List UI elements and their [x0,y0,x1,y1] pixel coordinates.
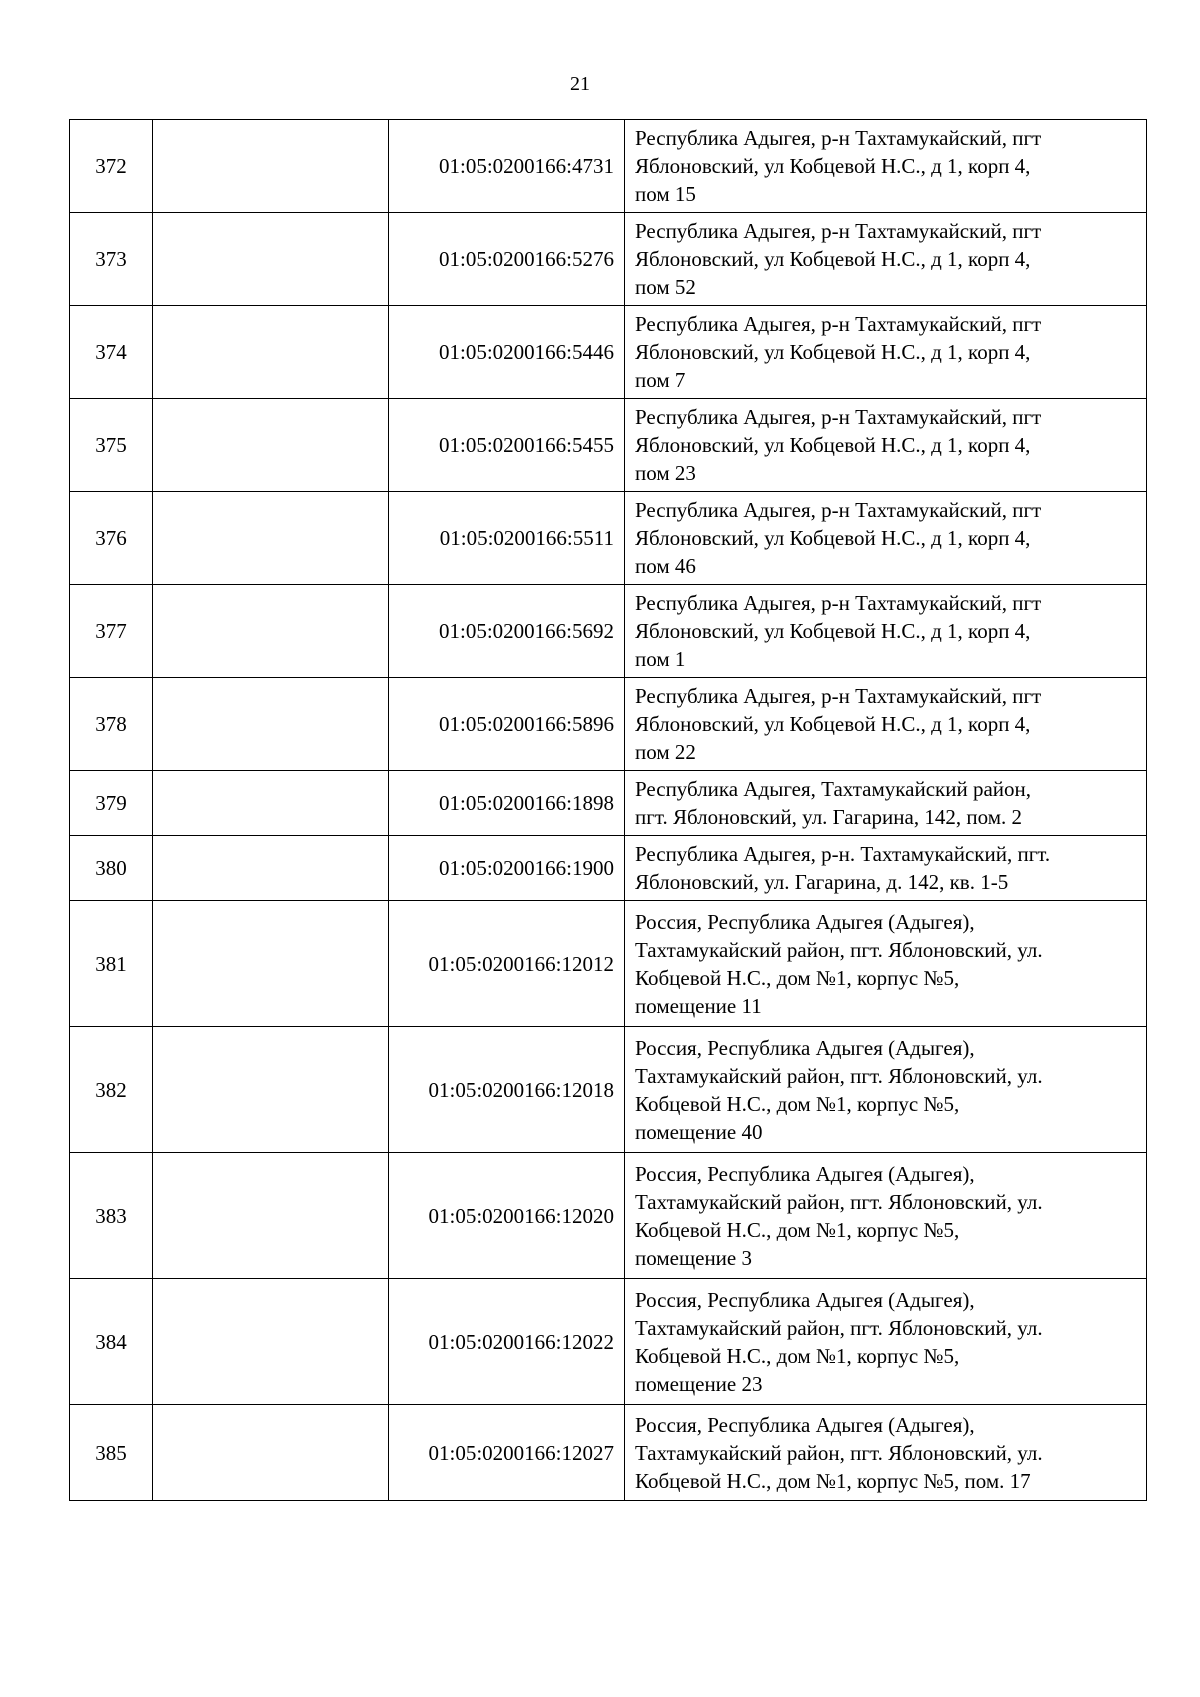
cadastral-number-cell: 01:05:0200166:12012 [389,901,625,1027]
table-row [70,1279,1147,1405]
cadastral-number-cell: 01:05:0200166:12022 [389,1279,625,1405]
cadastral-number-cell: 01:05:0200166:12027 [389,1405,625,1501]
address-cell [625,1279,1147,1405]
address-line: Яблоновский, ул Кобцевой Н.С., д 1, корп 4, [635,526,1031,550]
row-number-cell: 378 [70,678,153,771]
address-line: пом 23 [635,461,696,485]
address-cell [625,771,1147,836]
table-row [70,492,1147,585]
address-line: пом 46 [635,554,696,578]
address-cell [625,120,1147,213]
table-row [70,771,1147,836]
address-line: Тахтамукайский район, пгт. Яблоновский, ул. [635,1315,1043,1340]
address-line: Россия, Республика Адыгея (Адыгея), [635,1035,975,1060]
address-line: Кобцевой Н.С., дом №1, корпус №5, [635,1217,960,1242]
address-line: пгт. Яблоновский, ул. Гагарина, 142, пом. 2 [635,805,1022,829]
address-line: Тахтамукайский район, пгт. Яблоновский, ул. [635,1189,1043,1214]
address-line: Тахтамукайский район, пгт. Яблоновский, ул. [635,937,1043,962]
cadastral-number-cell: 01:05:0200166:1898 [389,771,625,836]
address-line: Кобцевой Н.С., дом №1, корпус №5, [635,965,960,990]
cadastral-number-cell: 01:05:0200166:5692 [389,585,625,678]
row-number-cell: 374 [70,306,153,399]
property-registry-table [69,119,1147,1501]
address-line: Россия, Республика Адыгея (Адыгея), [635,1287,975,1312]
empty-cell [153,836,389,901]
row-number-cell: 380 [70,836,153,901]
row-number-cell: 377 [70,585,153,678]
address-line: Республика Адыгея, р-н Тахтамукайский, пгт [635,219,1042,243]
address-line: Республика Адыгея, р-н Тахтамукайский, пгт [635,591,1042,615]
address-line: пом 7 [635,368,686,392]
empty-cell [153,678,389,771]
address-line: Яблоновский, ул Кобцевой Н.С., д 1, корп 4, [635,433,1031,457]
empty-cell [153,1279,389,1405]
cadastral-number-cell: 01:05:0200166:5896 [389,678,625,771]
empty-cell [153,120,389,213]
address-cell [625,306,1147,399]
address-cell [625,836,1147,901]
empty-cell [153,1027,389,1153]
empty-cell [153,585,389,678]
table-row [70,901,1147,1027]
address-line: Республика Адыгея, р-н Тахтамукайский, пгт [635,405,1042,429]
address-cell [625,1405,1147,1501]
address-line: пом 15 [635,182,696,206]
row-number-cell: 379 [70,771,153,836]
address-cell [625,678,1147,771]
cadastral-number-cell: 01:05:0200166:12018 [389,1027,625,1153]
address-line: Тахтамукайский район, пгт. Яблоновский, ул. [635,1063,1043,1088]
table-row [70,1405,1147,1501]
empty-cell [153,1153,389,1279]
cadastral-number-cell: 01:05:0200166:5455 [389,399,625,492]
table-row [70,213,1147,306]
empty-cell [153,213,389,306]
row-number-cell: 373 [70,213,153,306]
address-line: Яблоновский, ул Кобцевой Н.С., д 1, корп 4, [635,340,1031,364]
empty-cell [153,399,389,492]
address-line: пом 52 [635,275,696,299]
row-number-cell: 372 [70,120,153,213]
registry-table-body [70,120,1147,1501]
address-line: Республика Адыгея, Тахтамукайский район, [635,777,1032,801]
address-line: Россия, Республика Адыгея (Адыгея), [635,1161,975,1186]
address-cell [625,901,1147,1027]
row-number-cell: 382 [70,1027,153,1153]
empty-cell [153,771,389,836]
address-line: Яблоновский, ул Кобцевой Н.С., д 1, корп 4, [635,712,1031,736]
address-cell [625,492,1147,585]
cadastral-number-cell: 01:05:0200166:5511 [389,492,625,585]
empty-cell [153,306,389,399]
address-line: Россия, Республика Адыгея (Адыгея), [635,1412,975,1437]
address-line: Тахтамукайский район, пгт. Яблоновский, ул. [635,1440,1043,1465]
row-number-cell: 381 [70,901,153,1027]
page-number: 21 [570,73,590,95]
address-line: Республика Адыгея, р-н. Тахтамукайский, пгт. [635,842,1051,866]
address-line: помещение 40 [635,1119,763,1144]
address-line: Республика Адыгея, р-н Тахтамукайский, пгт [635,312,1042,336]
row-number-cell: 385 [70,1405,153,1501]
empty-cell [153,492,389,585]
address-line: Кобцевой Н.С., дом №1, корпус №5, [635,1091,960,1116]
row-number-cell: 383 [70,1153,153,1279]
address-line: Кобцевой Н.С., дом №1, корпус №5, [635,1343,960,1368]
cadastral-number-cell: 01:05:0200166:12020 [389,1153,625,1279]
address-cell [625,1027,1147,1153]
table-row [70,120,1147,213]
row-number-cell: 375 [70,399,153,492]
address-line: Россия, Республика Адыгея (Адыгея), [635,909,975,934]
cadastral-number-cell: 01:05:0200166:5446 [389,306,625,399]
table-row [70,836,1147,901]
empty-cell [153,1405,389,1501]
row-number-cell: 384 [70,1279,153,1405]
address-line: пом 22 [635,740,696,764]
cadastral-number-cell: 01:05:0200166:5276 [389,213,625,306]
address-line: Республика Адыгея, р-н Тахтамукайский, пгт [635,498,1042,522]
address-line: Республика Адыгея, р-н Тахтамукайский, пгт [635,126,1042,150]
address-line: помещение 23 [635,1371,763,1396]
address-line: Яблоновский, ул Кобцевой Н.С., д 1, корп 4, [635,619,1031,643]
cadastral-number-cell: 01:05:0200166:4731 [389,120,625,213]
table-row [70,1027,1147,1153]
address-line: помещение 11 [635,993,762,1018]
address-line: помещение 3 [635,1245,752,1270]
address-cell [625,585,1147,678]
cadastral-number-cell: 01:05:0200166:1900 [389,836,625,901]
row-number-cell: 376 [70,492,153,585]
table-row [70,399,1147,492]
table-row [70,678,1147,771]
address-line: Кобцевой Н.С., дом №1, корпус №5, пом. 17 [635,1468,1031,1493]
address-cell [625,1153,1147,1279]
empty-cell [153,901,389,1027]
address-line: Яблоновский, ул Кобцевой Н.С., д 1, корп 4, [635,154,1031,178]
address-line: Яблоновский, ул. Гагарина, д. 142, кв. 1-5 [635,870,1009,894]
address-cell [625,399,1147,492]
address-line: пом 1 [635,647,686,671]
table-row [70,1153,1147,1279]
table-row [70,585,1147,678]
address-line: Республика Адыгея, р-н Тахтамукайский, пгт [635,684,1042,708]
address-line: Яблоновский, ул Кобцевой Н.С., д 1, корп 4, [635,247,1031,271]
table-row [70,306,1147,399]
address-cell [625,213,1147,306]
